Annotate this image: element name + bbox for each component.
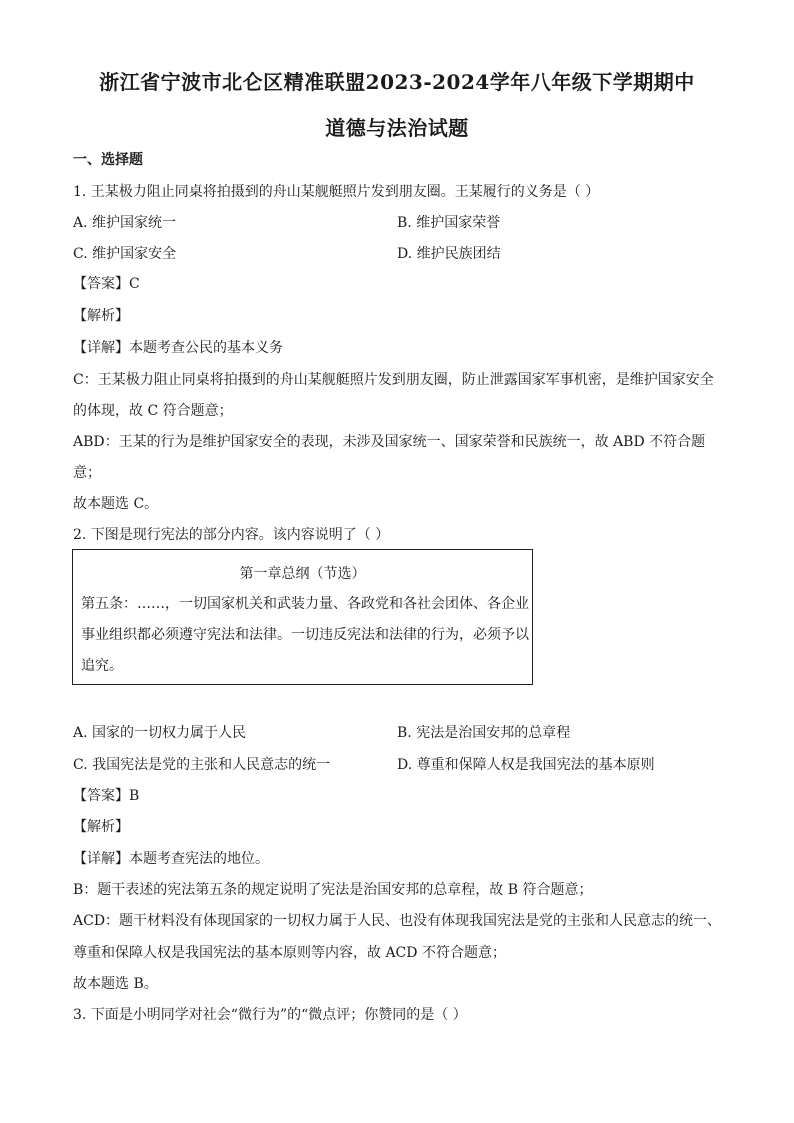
q1-conclusion: 故本题选 C。	[73, 496, 159, 512]
q2-conclusion: 故本题选 B。	[73, 976, 158, 992]
section-heading: 一、选择题	[73, 152, 143, 168]
q1-analysis-label: 【解析】	[73, 308, 129, 324]
q2-analysis-label: 【解析】	[73, 819, 129, 835]
q1-detail: 【详解】本题考查公民的基本义务	[73, 340, 283, 356]
q1-explanation-abd-1: ABD：王某的行为是维护国家安全的表现，未涉及国家统一、国家荣誉和民族统一，故 ABD 不符合题	[73, 434, 706, 450]
q1-answer: 【答案】C	[73, 276, 140, 292]
q3-stem: 3. 下面是小明同学对社会“微行为”的“微点评；你赞同的是（ ）	[73, 1007, 467, 1023]
q1-option-c: C. 维护国家安全	[73, 246, 177, 262]
q1-option-d: D. 维护民族团结	[397, 246, 501, 262]
excerpt-line-1: 第五条：……，一切国家机关和武装力量、各政党和各社会团体、各企业	[81, 596, 529, 612]
excerpt-line-3: 追究。	[81, 658, 123, 674]
q1-stem: 1. 王某极力阻止同桌将拍摄到的舟山某舰艇照片发到朋友圈。王某履行的义务是（ ）	[73, 184, 600, 200]
q1-option-b: B. 维护国家荣誉	[397, 215, 501, 231]
q2-stem: 2. 下图是现行宪法的部分内容。该内容说明了（ ）	[73, 527, 390, 543]
q2-answer: 【答案】B	[73, 788, 140, 804]
q2-option-b: B. 宪法是治国安邦的总章程	[397, 725, 571, 741]
q1-explanation-abd-2: 意；	[73, 465, 101, 481]
q2-explanation-acd-2: 尊重和保障人权是我国宪法的基本原则等内容，故 ACD 不符合题意；	[73, 945, 506, 961]
excerpt-title: 第一章总纲（节选）	[239, 566, 366, 582]
q1-explanation-c-2: 的体现，故 C 符合题意；	[73, 403, 233, 419]
excerpt-line-2: 事业组织都必须遵守宪法和法律。一切违反宪法和法律的行为，必须予以	[81, 627, 529, 643]
q1-option-a: A. 维护国家统一	[73, 215, 177, 231]
q2-option-c: C. 我国宪法是党的主张和人民意志的统一	[73, 757, 331, 773]
q2-explanation-acd-1: ACD：题干材料没有体现国家的一切权力属于人民、也没有体现我国宪法是党的主张和人民意志的统一、	[73, 913, 722, 929]
q2-option-d: D. 尊重和保障人权是我国宪法的基本原则	[397, 757, 655, 773]
q2-detail: 【详解】本题考查宪法的地位。	[73, 851, 269, 867]
q1-explanation-c-1: C：王某极力阻止同桌将拍摄到的舟山某舰艇照片发到朋友圈，防止泄露国家军事机密，是维护国家安全	[73, 372, 714, 388]
exam-title-line1: 浙江省宁波市北仑区精准联盟2023-2024学年八年级下学期期中	[99, 70, 695, 94]
q2-explanation-b: B：题干表述的宪法第五条的规定说明了宪法是治国安邦的总章程，故 B 符合题意；	[73, 882, 593, 898]
q2-option-a: A. 国家的一切权力属于人民	[73, 725, 247, 741]
constitution-excerpt-box	[72, 549, 533, 685]
exam-title-line2: 道德与法治试题	[325, 116, 469, 140]
